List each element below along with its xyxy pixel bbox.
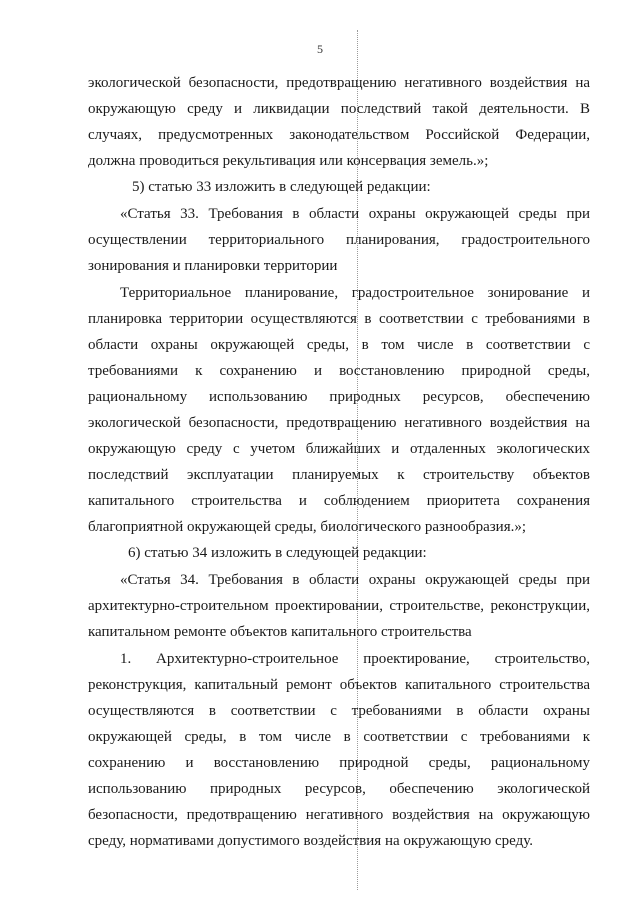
text-line: рациональному использованию природных ресурсов, обеспечению [88,389,590,405]
text-line: требованиями к сохранению и восстановлению природной среды, [88,363,590,379]
text-line: окружающую среду с учетом ближайших и отдаленных экологических [88,441,590,457]
text-line: использованию природных ресурсов, обеспечению экологической [88,781,590,797]
text-line: 6) статью 34 изложить в следующей редакции: [128,545,427,561]
text-line: сохранению и восстановлению природной среды, рациональному [88,755,590,771]
article-heading-line: осуществлении территориального планирования, градостроительного [88,232,590,248]
text-line: окружающей среды, в том числе в соответствии с требованиями к [88,729,590,745]
text-line: экологической безопасности, предотвращению негативного воздействия на [88,415,590,431]
article-heading-line: «Статья 33. Требования в области охраны окружающей среды при [120,206,590,222]
article-heading-line: архитектурно-строительном проектировании, строительстве, реконструкции, [88,598,590,614]
text-line: последствий эксплуатации планируемых к строительству объектов [88,467,590,483]
text-line: благоприятной окружающей среды, биологического разнообразия.»; [88,519,527,535]
text-line: случаях, предусмотренных законодательством Российской Федерации, [88,127,590,143]
text-line: планировка территории осуществляются в соответствии с требованиями в [88,311,590,327]
text-line: реконструкция, капитальный ремонт объектов капитального строительства [88,677,590,693]
text-line: капитального строительства и соблюдением приоритета сохранения [88,493,590,509]
text-line: области охраны окружающей среды, в том числе в соответствии с [88,337,590,353]
text-line: среду, нормативами допустимого воздействия на окружающую среду. [88,833,534,849]
text-line: экологической безопасности, предотвращению негативного воздействия на [88,75,590,91]
text-line: Территориальное планирование, градостроительное зонирование и [120,285,590,301]
article-heading-line: «Статья 34. Требования в области охраны окружающей среды при [120,572,590,588]
page-number: 5 [317,42,323,56]
article-heading-line: капитальном ремонте объектов капитального строительства [88,624,472,640]
text-line: 1. Архитектурно-строительное проектирование, строительство, [120,651,590,667]
text-line: осуществляются в соответствии с требованиями в области охраны [88,703,590,719]
article-heading-line: зонирования и планировки территории [88,258,338,274]
text-line: окружающую среду и ликвидации последствий такой деятельности. В [88,101,590,117]
text-line: безопасности, предотвращению негативного воздействия на окружающую [88,807,590,823]
text-line: должна проводиться рекультивация или консервация земель.»; [88,153,489,169]
text-line: 5) статью 33 изложить в следующей редакции: [132,179,431,195]
